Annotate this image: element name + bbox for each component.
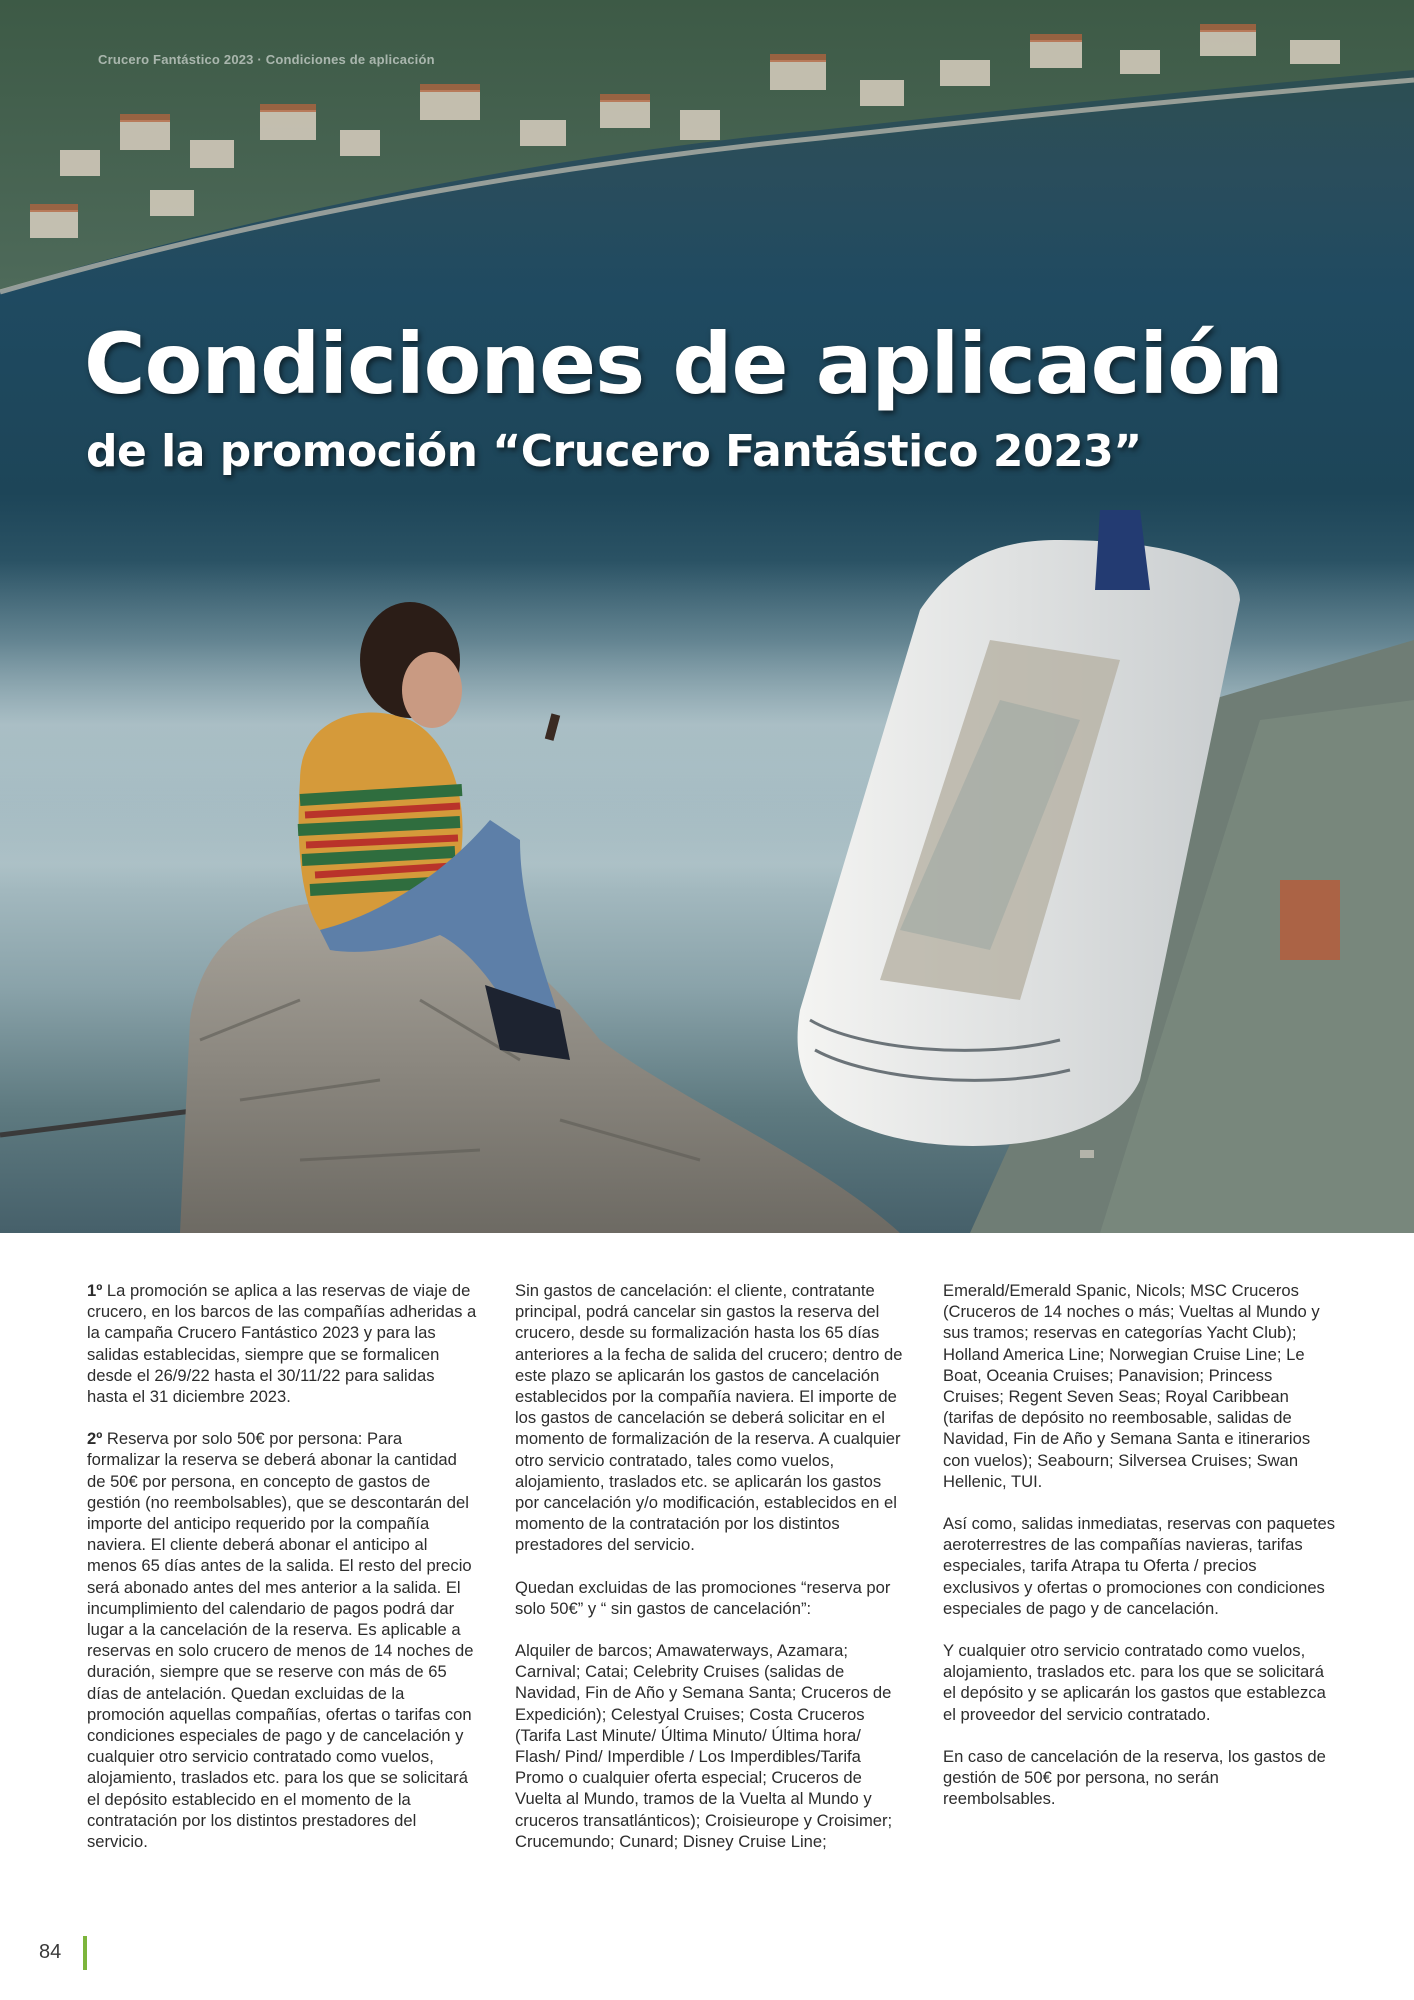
- paragraph: Así como, salidas inmediatas, reservas con paquetes aeroterrestres de las compañías navieras, tarifas especiales, tarifa Atrapa tu Oferta / precios exclusivos y ofertas o promociones con condiciones especiales de pago y de cancelación.: [943, 1514, 1335, 1618]
- page-number: 84: [39, 1941, 62, 1963]
- text-column-3: [943, 1280, 1335, 1809]
- text-column-2: [515, 1280, 907, 1852]
- paragraph: En caso de cancelación de la reserva, los gastos de gestión de 50€ por persona, no serán reembolsables.: [943, 1746, 1326, 1809]
- page-title: Condiciones de aplicación: [84, 315, 1283, 413]
- clause-text: Reserva por solo 50€ por persona: Para formalizar la reserva se deberá abonar la cantidad de 50€ por persona, en concepto de gastos de gestión (no reembolsables), que se descontarán del importe del anticipo requerido por la compañía naviera. El cliente deberá abonar el anticipo al menos 65 días antes de la salida. El resto del precio será abonado antes del mes anterior a la salida. El incumplimiento del calendario de pagos podrá dar lugar a la cancelación de la reserva. Es aplicable a reservas en solo crucero de menos de 14 noches de duración, siempre que se reserve con más de 65 días de antelación. Quedan excluidas de la promoción aquellas compañías, ofertas o tarifas con condiciones especiales de pago y de cancelación y cualquier otro servicio contratado como vuelos, alojamiento, traslados etc. para los que se solicitará el depósito establecido en el momento de la contratación por los distintos prestadores del servicio.: [87, 1429, 474, 1852]
- paragraph: [87, 1280, 479, 1407]
- paragraph: [87, 1428, 479, 1852]
- port-building: [1280, 880, 1340, 960]
- railing: [0, 1110, 200, 1135]
- paragraph: Sin gastos de cancelación: el cliente, contratante principal, podrá cancelar sin gastos la reserva del crucero, desde su formalización hasta los 65 días anteriores a la fecha de salida del crucero; dentro de este plazo se aplicarán los gastos de cancelación establecidos por la compañía naviera. El importe de los gastos de cancelación se deberá solicitar en el momento de formalización de la reserva. A cualquier otro servicio contratado, tales como vuelos, alojamiento, traslados etc. se aplicarán los gastos por cancelación y/o modificación, establecidos en el momento de la contratación por los distintos prestadores del servicio.: [515, 1281, 903, 1555]
- paragraph: Emerald/Emerald Spanic, Nicols; MSC Cruceros (Cruceros de 14 noches o más; Vueltas al Mundo y sus tramos; reservas en categorías Yacht Club); Holland America Line; Norwegian Cruise Line; Le Boat, Oceania Cruises; Panavision; Princess Cruises; Regent Seven Seas; Royal Caribbean (tarifas de depósito no reembosable, salidas de Navidad, Fin de Año y Semana Santa e itinerarios con vuelos); Seabourn; Silversea Cruises; Swan Hellenic, TUI.: [943, 1281, 1320, 1491]
- paragraph: Y cualquier otro servicio contratado como vuelos, alojamiento, traslados etc. para los que se solicitará el depósito y se aplicarán los gastos que establezca el proveedor del servicio contratado.: [943, 1641, 1326, 1724]
- paragraph: Quedan excluidas de las promociones “reserva por solo 50€” y “ sin gastos de cancelación”:: [515, 1577, 891, 1618]
- clause-number: 2º: [87, 1429, 103, 1449]
- breadcrumb: Crucero Fantástico 2023 · Condiciones de aplicación: [98, 52, 435, 67]
- page-subtitle: de la promoción “Crucero Fantástico 2023”: [86, 426, 1142, 477]
- clause-text: La promoción se aplica a las reservas de viaje de crucero, en los barcos de las compañías adheridas a la campaña Crucero Fantástico 2023 y para las salidas establecidas, siempre que se formalicen desde el 26/9/22 hasta el 30/11/22 para salidas hasta el 31 diciembre 2023.: [87, 1281, 477, 1407]
- page-number-accent-bar: [83, 1936, 87, 1970]
- rock-cliff: [180, 902, 900, 1233]
- text-column-1: [87, 1280, 479, 1852]
- clause-number: 1º: [87, 1281, 103, 1300]
- paragraph: Alquiler de barcos; Amawaterways, Azamara; Carnival; Catai; Celebrity Cruises (salidas de Navidad, Fin de Año y Semana Santa; Cruceros de Expedición); Celestyal Cruises; Costa Cruceros (Tarifa Last Minute/ Última Minuto/ Última hora/ Flash/ Pind/ Imperdible / Los Imperdibles/Tarifa Promo o cualquier oferta especial; Cruceros de Vuelta al Mundo, tramos de la Vuelta al Mundo y cruceros transatlánticos); Croisieurope y Croisimer; Crucemundo; Cunard; Disney Cruise Line;: [515, 1641, 893, 1851]
